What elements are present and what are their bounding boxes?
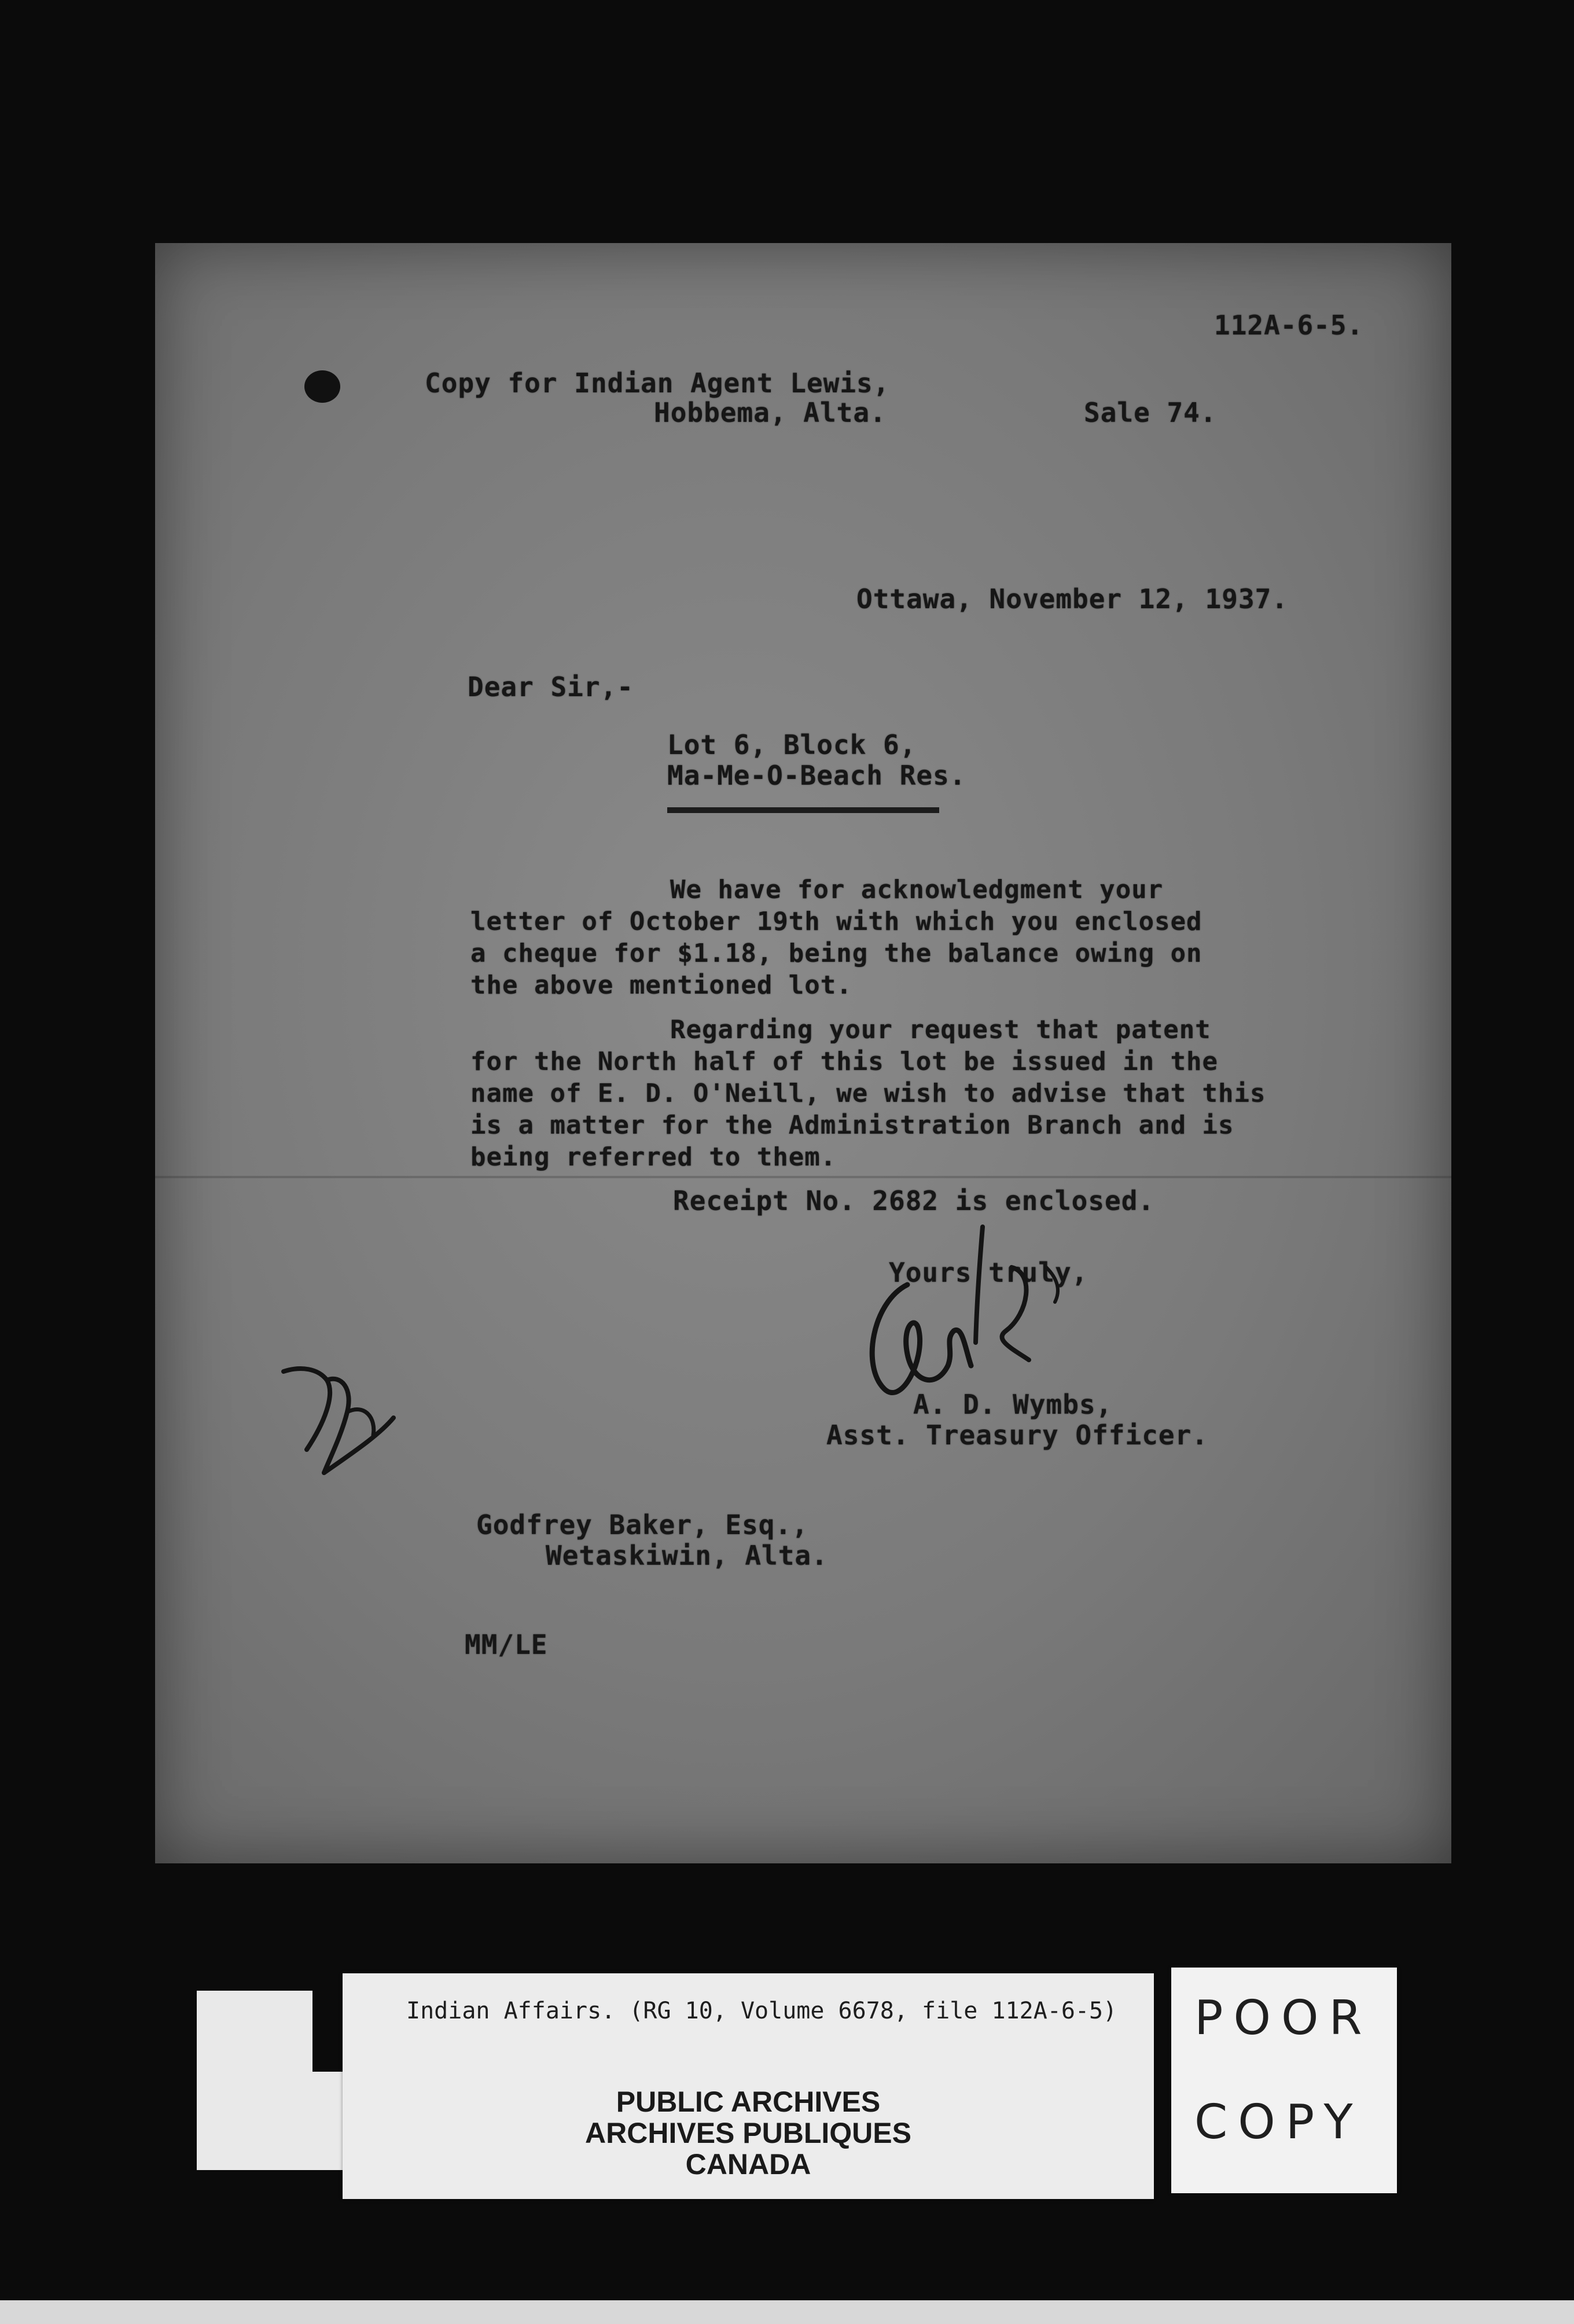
archive-reference: Indian Affairs. (RG 10, Volume 6678, file 112A-6-5) [406,1998,1117,2024]
copy-recipient-place: Hobbema, Alta. [654,397,887,428]
subject-underline [667,807,939,813]
paragraph-2-line-5: being referred to them. [470,1142,837,1172]
signer-title: Asst. Treasury Officer. [826,1420,1208,1451]
letter-page [155,243,1451,1863]
archive-name-french: ARCHIVES PUBLIQUES [585,2117,911,2149]
punch-hole [304,370,340,403]
typist-initials: MM/LE [465,1629,548,1660]
subject-line-1: Lot 6, Block 6, [667,729,917,760]
paragraph-2-line-4: is a matter for the Administration Branch and is [470,1110,1234,1140]
margin-handwritten-mark [272,1348,411,1493]
archive-name-english: PUBLIC ARCHIVES [616,2086,881,2118]
addressee-place: Wetaskiwin, Alta. [546,1540,828,1571]
paragraph-2-line-2: for the North half of this lot be issued in the [470,1047,1219,1076]
paragraph-1-line-2: letter of October 19th with which you enclosed [470,907,1202,936]
handwritten-signature [838,1215,1104,1412]
paragraph-1-line-4: the above mentioned lot. [470,970,852,1000]
addressee-name: Godfrey Baker, Esq., [476,1509,808,1540]
poor-copy-word-1: POOR [1194,1991,1373,2046]
archive-country: CANADA [685,2148,811,2180]
signer-name: A. D. Wymbs, [913,1389,1113,1420]
poor-copy-word-2: COPY [1194,2095,1363,2150]
archive-label [343,1973,1154,2199]
letter-date: Ottawa, November 12, 1937. [856,583,1289,615]
subject-line-2: Ma-Me-O-Beach Res. [667,760,966,791]
paragraph-2-line-1: Regarding your request that patent [670,1015,1211,1045]
file-reference: 112A-6-5. [1214,310,1364,341]
receipt-line: Receipt No. 2682 is enclosed. [673,1185,1155,1216]
paragraph-2-line-3: name of E. D. O'Neill, we wish to advise that this [470,1079,1266,1108]
archive-label-notch [312,1991,343,2072]
poor-copy-note [1171,1968,1397,2193]
paragraph-1-line-1: We have for acknowledgment your [670,875,1164,904]
film-edge [0,2300,1574,2324]
copy-recipient-line: Copy for Indian Agent Lewis, [425,367,890,399]
closing: Yours truly, [889,1257,1088,1288]
paragraph-1-line-3: a cheque for $1.18, being the balance owing on [470,939,1202,968]
salutation: Dear Sir,- [468,671,634,703]
sale-number: Sale 74. [1084,397,1217,428]
